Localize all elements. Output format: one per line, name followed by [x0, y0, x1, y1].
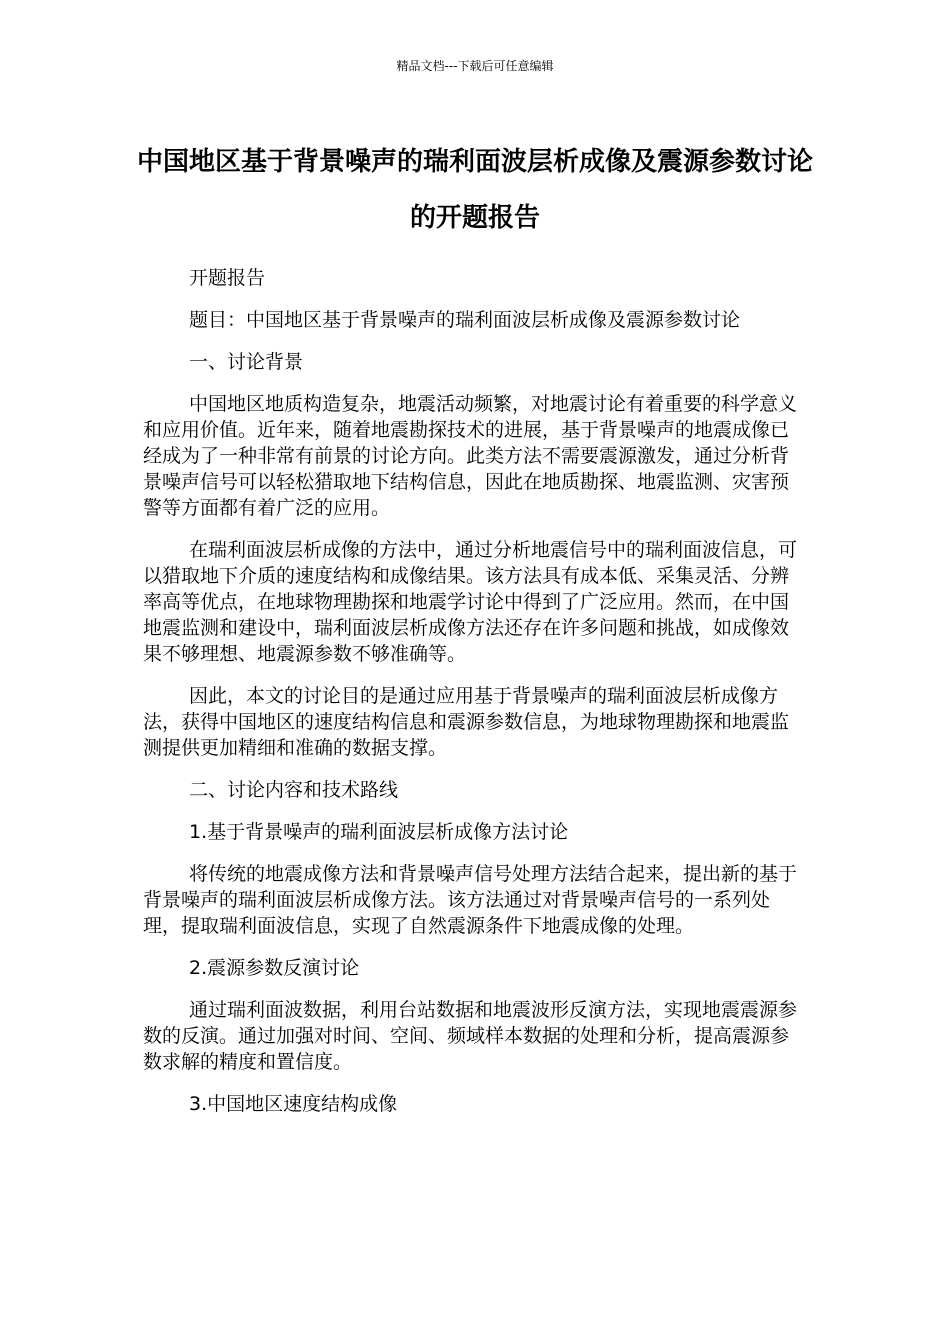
section-heading-background: 一、讨论背景	[189, 351, 304, 373]
subsection-heading-2: 2.震源参数反演讨论	[189, 957, 360, 979]
paragraph-label: 开题报告	[189, 267, 266, 289]
paragraph: 将传统的地震成像方法和背景噪声信号处理方法结合起来，提出新的基于背景噪声的瑞利面波层析成像方法。该方法通过对背景噪声信号的一系列处理，提取瑞利面波信息，实现了自然震源条件下地震成像的处理。	[143, 863, 798, 937]
header-note: 精品文档---下载后可任意编辑	[396, 59, 554, 73]
subsection-heading-1: 1.基于背景噪声的瑞利面波层析成像方法讨论	[189, 821, 569, 843]
document-body	[143, 265, 798, 1133]
subsection-heading-3: 3.中国地区速度结构成像	[189, 1093, 398, 1115]
paragraph: 中国地区地质构造复杂，地震活动频繁，对地震讨论有着重要的科学意义和应用价值。近年来，随着地震勘探技术的进展，基于背景噪声的地震成像已经成为了一种非常有前景的讨论方向。此类方法不需要震源激发，通过分析背景噪声信号可以轻松猎取地下结构信息，因此在地质勘探、地震监测、灾害预警等方面都有着广泛的应用。	[143, 393, 798, 519]
document-title: 中国地区基于背景噪声的瑞利面波层析成像及震源参数讨论的开题报告	[136, 147, 813, 233]
section-heading-content: 二、讨论内容和技术路线	[189, 779, 399, 801]
paragraph: 因此，本文的讨论目的是通过应用基于背景噪声的瑞利面波层析成像方法，获得中国地区的速度结构信息和震源参数信息，为地球物理勘探和地震监测提供更加精细和准确的数据支撑。	[143, 685, 790, 759]
paragraph-topic: 题目：中国地区基于背景噪声的瑞利面波层析成像及震源参数讨论	[189, 309, 741, 331]
paragraph: 通过瑞利面波数据，利用台站数据和地震波形反演方法，实现地震震源参数的反演。通过加强对时间、空间、频域样本数据的处理和分析，提高震源参数求解的精度和置信度。	[143, 999, 798, 1073]
paragraph: 在瑞利面波层析成像的方法中，通过分析地震信号中的瑞利面波信息，可以猎取地下介质的速度结构和成像结果。该方法具有成本低、采集灵活、分辨率高等优点，在地球物理勘探和地震学讨论中得到了广泛应用。然而，在中国地震监测和建设中，瑞利面波层析成像方法还存在许多问题和挑战，如成像效果不够理想、地震源参数不够准确等。	[143, 539, 798, 665]
